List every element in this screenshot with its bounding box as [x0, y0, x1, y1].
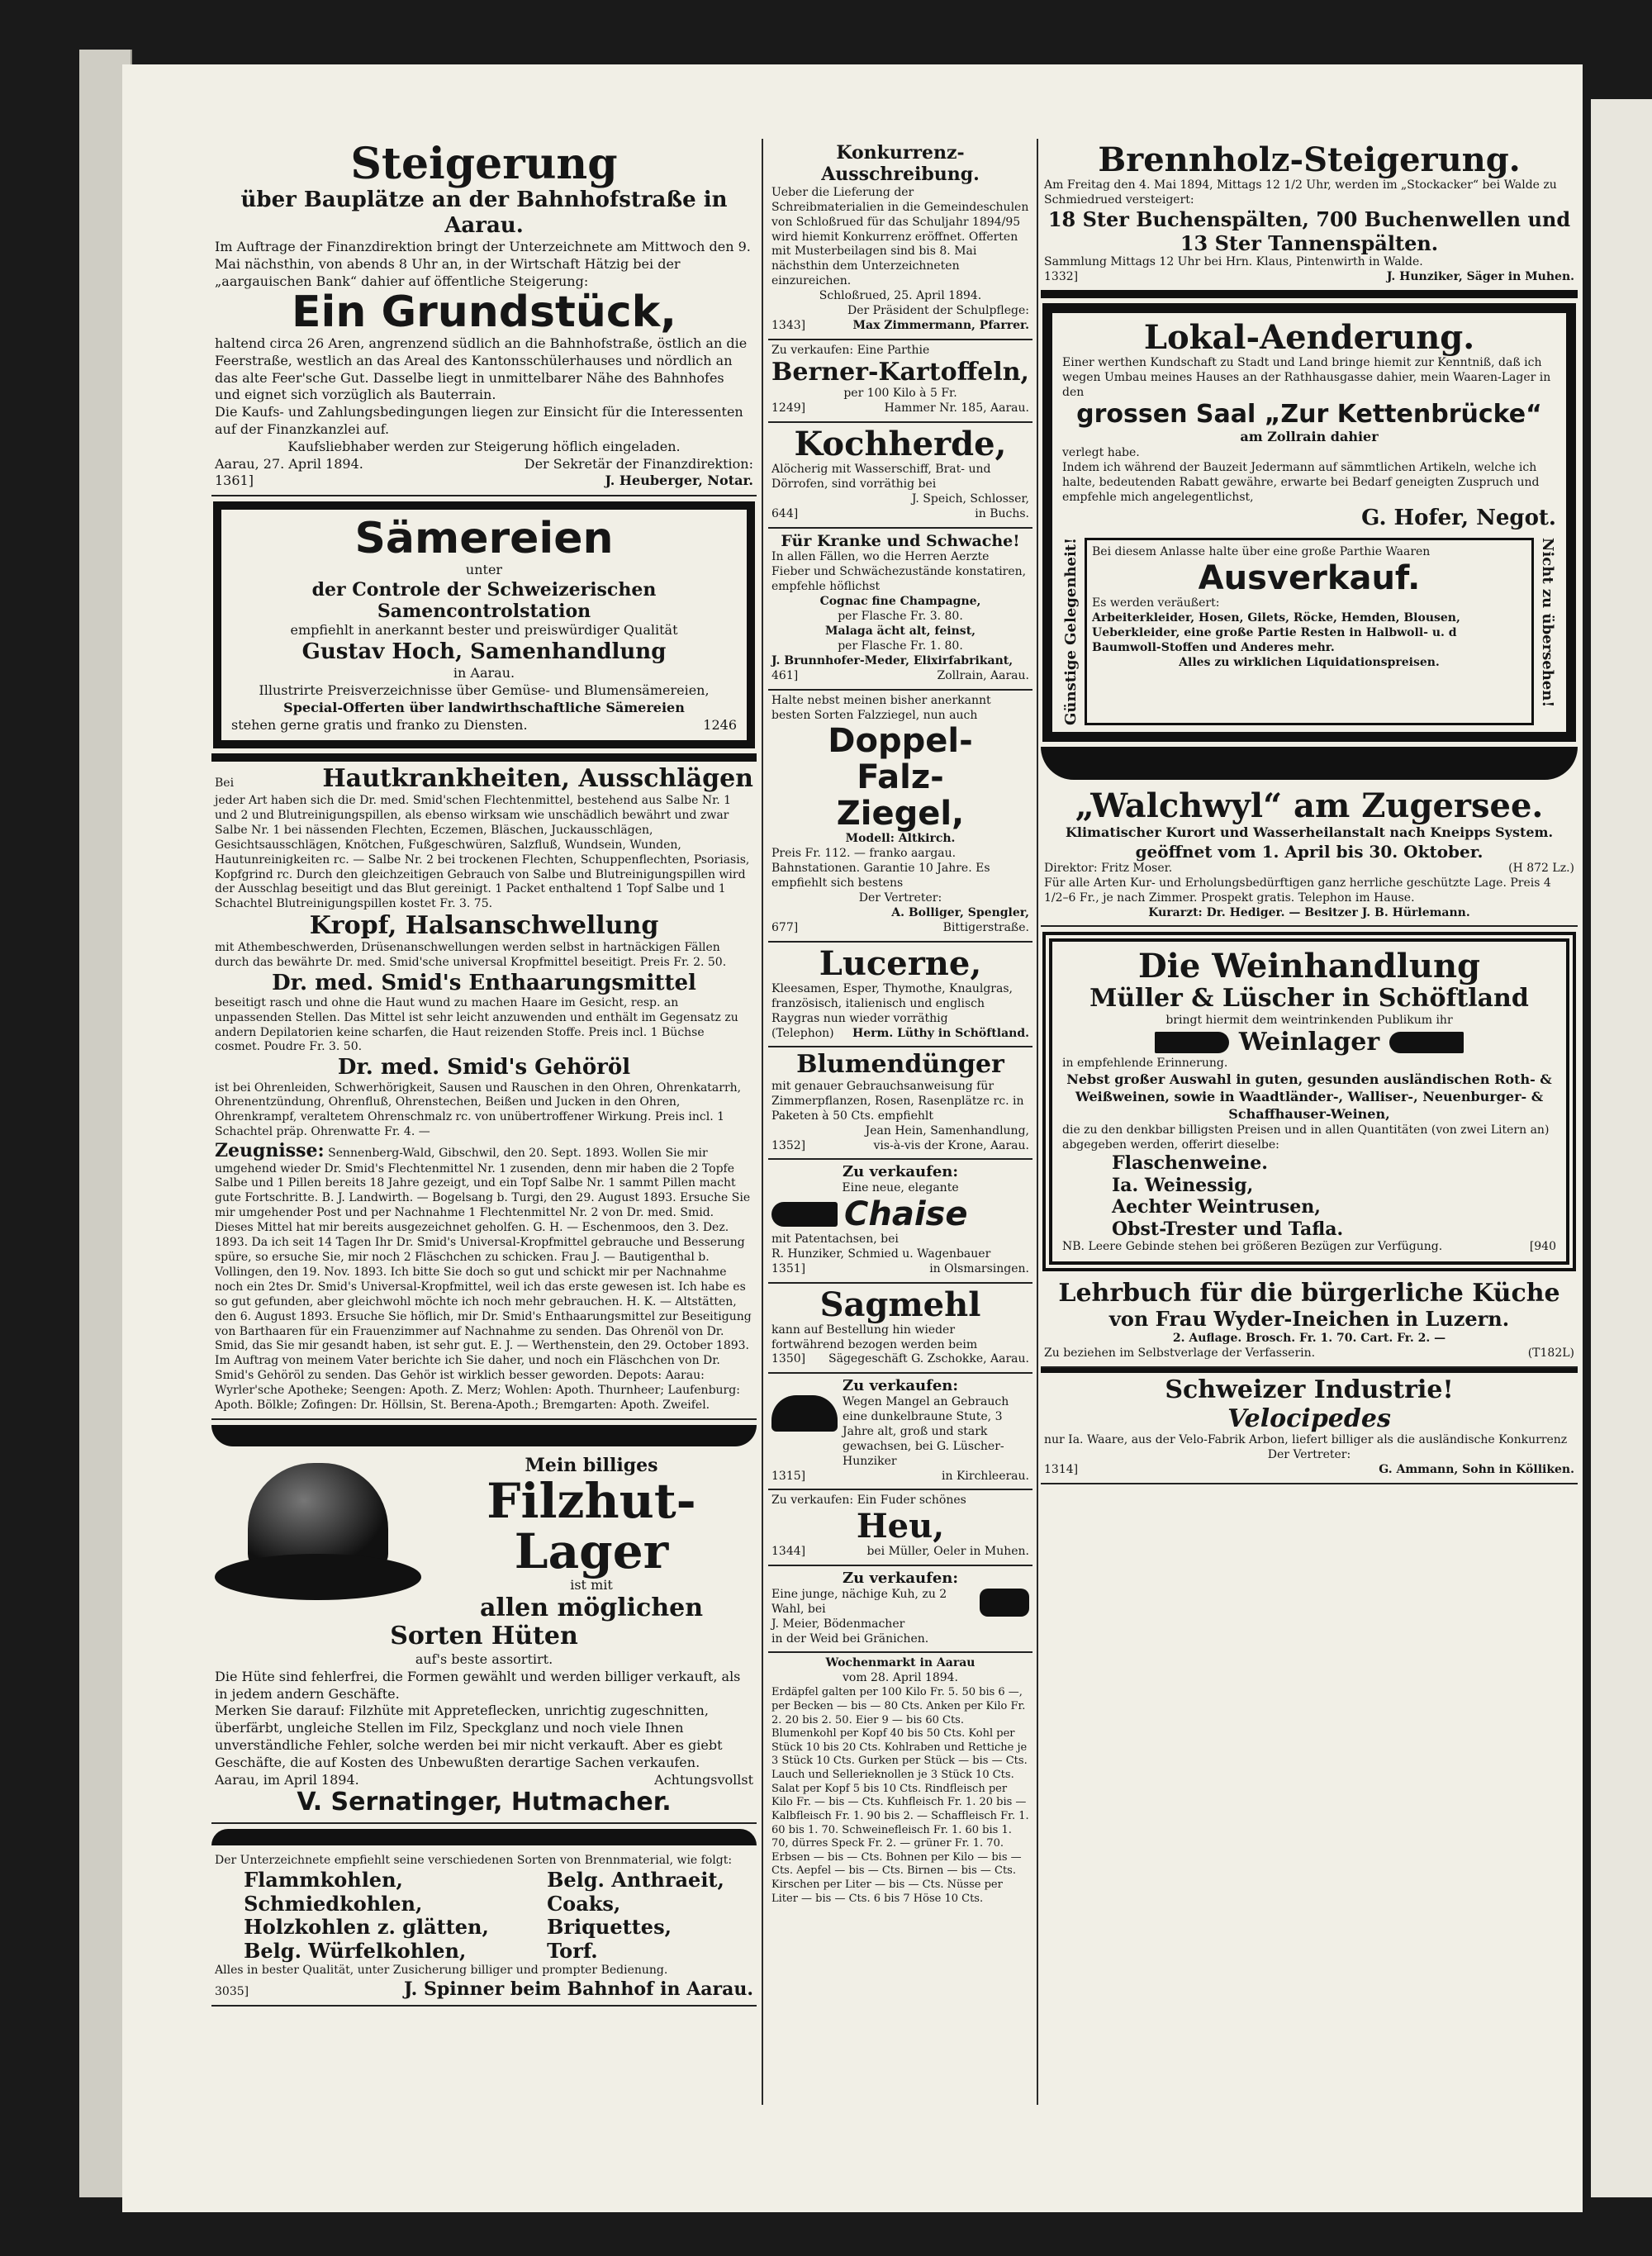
ad-code: (T182L): [1527, 1346, 1574, 1361]
ad-text: Alöcherig mit Wasserschiff, Brat- und Dörrofen, sind vorräthig bei: [771, 463, 991, 491]
ad-hautkrankheiten: [211, 753, 757, 1419]
ad-signer: G. Hofer, Negot.: [1361, 505, 1556, 530]
ad-text: Eine junge, nächige Kuh, zu 2 Wahl, bei: [771, 1587, 947, 1616]
ad-signer: J. Meier, Bödenmacher: [771, 1617, 905, 1631]
ad-text: Alles zu wirklichen Liquidationspreisen.: [1179, 655, 1440, 669]
ad-text: Wegen Mangel an Gebrauch eine dunkelbraune Stute, 3 Jahre alt, groß und stark gewachsen, bei G. Lüscher-Hunziker: [843, 1394, 1009, 1468]
ad-signer: Kurarzt: Dr. Hediger. — Besitzer J. B. Hürlemann.: [1148, 905, 1470, 919]
ad-number: 1351]: [771, 1261, 806, 1275]
ornament-band: [211, 1425, 757, 1446]
ad-title: Schweizer Industrie!: [1165, 1375, 1454, 1405]
ad-number: 1343]: [771, 318, 806, 332]
list-item: Schmiedkohlen,: [244, 1891, 423, 1916]
column-left: [211, 139, 757, 2105]
ad-text: unter: [465, 561, 503, 577]
next-page-edge: [1591, 99, 1652, 2197]
ad-title: Weinlager: [1238, 1027, 1380, 1057]
ad-signer-role: Der Vertreter:: [858, 891, 942, 905]
ad-title: Falz-: [857, 758, 944, 797]
ad-date: vom 28. April 1894.: [842, 1671, 959, 1685]
ad-title: Heu,: [856, 1507, 945, 1546]
ad-code: (H 872 Lz.): [1508, 861, 1574, 875]
ad-text: mit Patentachsen, bei: [771, 1232, 899, 1246]
list-item: Belg. Anthraeit,: [547, 1867, 724, 1892]
ad-side-text: Nicht zu übersehen!: [1539, 538, 1556, 708]
ad-side-text: Günstige Gelegenheit!: [1062, 538, 1080, 726]
ad-place: vis-à-vis der Krone, Aarau.: [873, 1138, 1029, 1152]
ad-text: per 100 Kilo à 5 Fr.: [843, 387, 957, 401]
ad-signer: J. Speich, Schlosser,: [911, 492, 1029, 506]
ad-signer: J. Hunziker, Säger in Muhen.: [1386, 270, 1574, 284]
ad-text: ist mit: [570, 1577, 613, 1593]
ad-signer-role: Der Präsident der Schulpflege:: [847, 304, 1029, 318]
ornament-band: [211, 1829, 757, 1845]
ad-falzziegel: [768, 691, 1032, 943]
ad-title: „Walchwyl“ am Zugersee.: [1075, 786, 1544, 826]
ad-number: 1315]: [771, 1469, 806, 1483]
ad-text: NB. Leere Gebinde stehen bei größeren Bezügen zur Verfügung.: [1062, 1240, 1443, 1254]
ad-title: Dr. med. Smid's Gehöröl: [337, 1055, 631, 1081]
ad-konkurrenz: [768, 139, 1032, 340]
ad-velocipedes: [1041, 1368, 1578, 1484]
ad-text: verlegt habe.: [1062, 446, 1140, 460]
ad-signer: V. Sernatinger, Hutmacher.: [297, 1788, 672, 1817]
ad-place: in Olsmarsingen.: [929, 1261, 1029, 1275]
ad-text: mit Athembeschwerden, Drüsenanschwellungen werden selbst in hartnäckigen Fällen durch das bewährte Dr. med. Smid'sche universal Kropfmittel beseitigt. Preis Fr. 2. 50.: [215, 940, 727, 969]
ad-steigerung: [211, 139, 757, 496]
ad-place: in Buchs.: [975, 506, 1029, 520]
ad-title: Lehrbuch für die bürgerliche Küche: [1058, 1278, 1560, 1308]
ad-signer: Jean Hein, Samenhandlung,: [865, 1123, 1029, 1137]
ad-title: Lokal-Aenderung.: [1143, 318, 1475, 358]
cow-icon: [980, 1589, 1029, 1617]
ad-signer: J. Brunnhofer-Meder, Elixirfabrikant,: [771, 653, 1014, 667]
ad-number: 1314]: [1044, 1462, 1079, 1476]
ad-place: Zollrain, Aarau.: [937, 668, 1029, 682]
ad-number: 1246: [703, 716, 737, 733]
ad-text: In allen Fällen, wo die Herren Aerzte Fieber und Schwächezustände konstatiren, empfehle höflichst: [771, 550, 1027, 594]
ad-number: 1350]: [771, 1352, 806, 1366]
ad-signer: Hammer Nr. 185, Aarau.: [884, 401, 1029, 416]
ad-signer: bei Müller, Oeler in Muhen.: [866, 1545, 1029, 1559]
ad-number: 1249]: [771, 401, 806, 416]
ornament-band: [1041, 747, 1578, 780]
ad-weinhandlung: [1042, 932, 1576, 1270]
ad-text: Zu verkaufen:: [842, 1570, 959, 1588]
ad-text: Zu verkaufen:: [842, 1163, 959, 1181]
ad-text: Bei diesem Anlasse halte über eine große Parthie Waaren: [1092, 545, 1431, 559]
ad-signer-role: Der Sekretär der Finanzdirektion:: [524, 455, 753, 472]
ad-text: ist bei Ohrenleiden, Schwerhörigkeit, Sausen und Rauschen in den Ohren, Ohrenkatarrh, Ohrenentzündung, Ohrenfluß, Ohrenstechen, Beißen und Jucken in den Ohren, Ohrenkrampf, veraltetem Ohrenschmalz rc. von unübertroffener Wirkung. Preis incl. 1 Schachtel präp. Ohrenwatte Fr. 4. —: [215, 1081, 742, 1139]
ad-title: Chaise: [844, 1194, 968, 1233]
ad-title: Berner-Kartoffeln,: [771, 357, 1029, 387]
ad-text: mit genauer Gebrauchsanweisung für Zimmerpflanzen, Rosen, Rasenplätze rc. in Paketen à 50 Cts. empfiehlt: [771, 1079, 1024, 1123]
ad-title: Brennholz-Steigerung.: [1098, 140, 1521, 179]
ad-lucerne: [768, 943, 1032, 1048]
ad-text: Zu verkaufen: Ein Fuder schönes: [771, 1494, 966, 1508]
ad-text: kann auf Bestellung hin wieder fortwährend bezogen werden beim: [771, 1323, 978, 1351]
ad-price: per Flasche Fr. 1. 80.: [838, 639, 963, 653]
list-item: Flammkohlen,: [244, 1867, 403, 1892]
ad-text: beseitigt rasch und ohne die Haut wund zu machen Haare im Gesicht, resp. an unpassenden Stellen. Das Mittel ist sehr leicht anzuwenden und enthält im Gegensatz zu andern Depilatorien keine scharfen, die Haut reizenden Stoffe. Preis incl. 1 Büchse cosmet. Poudre Fr. 3. 50.: [215, 995, 738, 1054]
ad-heu: [768, 1490, 1032, 1566]
ad-number: 1344]: [771, 1545, 806, 1559]
ad-title: Ausverkauf.: [1198, 558, 1421, 597]
ad-title: Hautkrankheiten, Ausschlägen: [322, 764, 753, 794]
ad-text: Die Kaufs- und Zahlungsbedingungen liegen zur Einsicht für die Interessenten auf der Finanzkanzlei auf.: [215, 404, 743, 437]
ad-place: in Kirchleerau.: [942, 1469, 1029, 1483]
ad-text: Die Hüte sind fehlerfrei, die Formen gewählt und werden billiger verkauft, als in jedem andern Geschäfte.: [215, 1668, 741, 1702]
ad-berner: [768, 340, 1032, 423]
ad-title: Die Weinhandlung: [1137, 947, 1481, 986]
ad-price: per Flasche Fr. 3. 80.: [838, 610, 963, 624]
ad-text: Zu verkaufen: Eine Parthie: [771, 343, 930, 357]
ad-text: Zu beziehen im Selbstverlage der Verfasserin.: [1044, 1346, 1316, 1361]
horse-icon: [771, 1395, 838, 1432]
ad-title: Konkurrenz-Ausschreibung.: [821, 142, 980, 186]
ad-chaise: [768, 1160, 1032, 1283]
ad-title: Sagmehl: [819, 1285, 981, 1324]
ad-title: Wochenmarkt in Aarau: [825, 1656, 976, 1670]
ad-headline: Ein Grundstück,: [291, 287, 677, 338]
ad-title: Blumendünger: [796, 1050, 1004, 1080]
ad-number: 677]: [771, 920, 799, 934]
ad-text: Nebst großer Auswahl in guten, gesunden ausländischen Roth- & Weißweinen, sowie in Waadtländer-, Walliser-, Neuenburger- & Schaffhauser-Weinen,: [1066, 1071, 1552, 1122]
ad-place: Bittigerstraße.: [942, 920, 1029, 934]
ad-brennmaterial: [211, 1850, 757, 2007]
list-item: Holzkohlen z. glätten,: [244, 1915, 489, 1940]
ad-text: Merken Sie darauf: Filzhüte mit Appreteflecken, unrichtig zugeschnitten, überfärbt, ungleiche Stellen im Filz, Speckglanz und noch viele Ihnen unverständliche Fehler, solche werden bei mir nicht verkauft. Aber es giebt Geschäfte, die auf Kosten des Unbewußten derartige Sachen verkaufen.: [215, 1703, 723, 1770]
list-item: Briquettes,: [547, 1915, 672, 1940]
ad-name: Velocipedes: [1227, 1403, 1391, 1433]
list-item: Belg. Würfelkohlen,: [244, 1939, 467, 1964]
ad-text: geöffnet vom 1. April bis 30. Oktober.: [1135, 841, 1483, 862]
ad-text: Am Freitag den 4. Mai 1894, Mittags 12 1/2 Uhr, werden im „Stockacker“ bei Walde zu Schmiedrued versteigert:: [1044, 178, 1557, 207]
ad-number: 644]: [771, 506, 799, 520]
ad-text: grossen Saal „Zur Kettenbrücke“: [1076, 399, 1542, 429]
ad-item: Malaga ächt alt, feinst,: [824, 625, 976, 639]
ad-text: stehen gerne gratis und franko zu Diensten.: [231, 716, 528, 733]
ad-title: Dr. med. Smid's Enthaarungsmittel: [272, 970, 696, 995]
ad-number: [940: [1529, 1240, 1556, 1254]
ad-signer: G. Ammann, Sohn in Kölliken.: [1379, 1462, 1574, 1476]
ad-title: Kochherde,: [794, 425, 1007, 464]
ad-walchwyl: [1041, 785, 1578, 927]
list-item: Coaks,: [547, 1891, 621, 1916]
ad-text: Illustrirte Preisverzeichnisse über Gemüse- und Blumensämereien,: [259, 682, 710, 699]
ad-text: Kaufsliebhaber werden zur Steigerung höflich eingeladen.: [287, 438, 681, 454]
ad-number: 1361]: [215, 473, 254, 489]
ad-kuh: [768, 1566, 1032, 1653]
ad-number: 1332]: [1044, 270, 1079, 284]
ad-items: 18 Ster Buchenspälten, 700 Buchenwellen und 13 Ster Tannenspälten.: [1047, 207, 1571, 255]
ad-sagmehl: [768, 1284, 1032, 1375]
ad-text: Preis Fr. 112. — franko aargau. Bahnstationen. Garantie 10 Jahre. Es empfiehlt sich bestens: [771, 847, 990, 891]
ad-signer: J. Heuberger, Notar.: [605, 473, 753, 489]
ad-text: Achtungsvollst: [654, 1771, 753, 1788]
ad-item: Cognac fine Champagne,: [819, 595, 981, 609]
ad-lokal: [1042, 303, 1576, 742]
ad-title: Doppel-: [828, 722, 973, 761]
list-item: Torf.: [547, 1939, 598, 1964]
ad-text: Modell: Altkirch.: [845, 832, 956, 846]
ad-number: 1352]: [771, 1138, 806, 1152]
ad-text: auf's beste assortirt.: [415, 1650, 553, 1667]
list-item: Flaschenweine.: [1112, 1152, 1268, 1175]
ad-date: Schloßrued, 25. April 1894.: [819, 289, 982, 303]
ad-text: Sennenberg-Wald, Gibschwil, den 20. Sept. 1893. Wollen Sie mir umgehend wieder Dr. Smid's Flechtenmittel Nr. 1 zusenden, denn mir haben die 2 Topfe Salbe und 1 Pillen bereits 18 Jahre gezeigt, und ein Topf Salbe Nr. 1 sammt Pillen macht gute Fortschritte. B. J. Landwirth. — Bogelsang b. Turgi, den 29. August 1893. Ersuche Sie mir umgehender Post und per Nachnahme 1 Flechtenmittel Nr. 2 von Dr. med. Smid. Dieses Mittel hat mir bereits ausgezeichnet geholfen. G. H. — Eschenmoos, den 3. Dez. 1893. Da ich seit 14 Tagen Ihr Dr. Smid's Universal-Kropfmittel gebrauche und Besserung spüre, so ersuche Sie, mir noch 2 Fläschchen zu schicken. Frau J. — Bautigenthal b. Vollingen, den 19. Nov. 1893. Ich bitte Sie doch so gut und schickt mir per Nachnahme noch ein 2tes Dr. Smid's Universal-Kropfmittel, weil ich das erste gewesen ist. Ich habe es so gut gefunden, aber gleichwohl möchte ich noch mehr gebrauchen. H. K. — Altstätten, den 6. August 1893. Ersuche Sie höflich, mir Dr. Smid's Enthaarungsmittel zur Beseitigung von Barthaaren für ein Frauenzimmer auf Nachnahme zu senden. Das Ohrenöl von Dr. Smid, das Sie mir gesandt haben, ist sehr gut. E. J. — Werthenstein, den 29. October 1893. Im Auftrag von meinem Vater berichte ich Sie daher, und noch ein Fläschchen von Dr. Smid's Gehöröl zu senden. Das Gehör ist wirklich besser geworden. Depots: Aarau: Wyrler'sche Apotheke; Seengen: Apoth. Z. Merz; Wohlen: Apoth. Thurnheer; Laufenburg: Apoth. Bölkle; Zofingen: Dr. Höllsin, St. Berena-Apoth.; Bremgarten: Apoth. Zweifel.: [215, 1147, 752, 1413]
pointing-hand-icon: [1155, 1032, 1229, 1053]
ad-text: 2. Auflage. Brosch. Fr. 1. 70. Cart. Fr. 2. —: [1172, 1332, 1446, 1346]
ad-text: Es werden veräußert:: [1092, 596, 1220, 610]
ad-date: Aarau, 27. April 1894.: [215, 455, 363, 472]
ad-text: (Telephon): [771, 1026, 834, 1040]
ad-signer: Herm. Lüthy in Schöftland.: [852, 1026, 1029, 1040]
ad-kochherde: [768, 423, 1032, 529]
ad-signer: J. Spinner beim Bahnhof in Aarau.: [403, 1978, 753, 2000]
ad-name: Müller & Lüscher in Schöftland: [1089, 984, 1529, 1014]
ad-kranke: [768, 529, 1032, 691]
ad-text: Alles in bester Qualität, unter Zusicherung billiger und prompter Bedienung.: [215, 1963, 668, 1977]
ad-text: bringt hiermit dem weintrinkenden Publikum ihr: [1165, 1013, 1453, 1027]
ad-title: Zeugnisse:: [215, 1140, 325, 1162]
list-item: Obst-Trester und Tafla.: [1112, 1218, 1344, 1240]
list-item: Aechter Weintrusen,: [1112, 1196, 1321, 1218]
ad-subtitle: Klimatischer Kurort und Wasserheilanstalt nach Kneipps System.: [1065, 824, 1554, 841]
ad-bei: Bei: [215, 777, 235, 791]
ad-text: Der Unterzeichnete empfiehlt seine verschiedenen Sorten von Brennmaterial, wie folgt:: [215, 1853, 733, 1867]
ad-title: Sämereien: [354, 514, 614, 564]
hat-icon: [215, 1463, 421, 1612]
ad-filzhut: [211, 1451, 757, 1824]
column-rule: [762, 139, 763, 2105]
ad-place: in Aarau.: [453, 665, 515, 682]
ad-date: Aarau, im April 1894.: [215, 1771, 359, 1788]
ad-number: 461]: [771, 668, 799, 682]
ad-signer-role: Der Vertreter:: [1267, 1447, 1351, 1461]
ad-text: die zu den denkbar billigsten Preisen und in allen Quantitäten (von zwei Litern an) abgegeben werden, offerirt dieselbe:: [1062, 1123, 1550, 1152]
ad-text: Für alle Arten Kur- und Erholungsbedürftigen ganz herrliche geschützte Lage. Preis 4 1/2–6 Fr., je nach Zimmer. Prospekt gratis. Telephon im Hause.: [1044, 876, 1551, 905]
ad-number: 3035]: [215, 1984, 249, 1998]
ad-lehrbuch: [1041, 1276, 1578, 1368]
ad-text: Ueber die Lieferung der Schreibmaterialien in die Gemeindeschulen von Schloßrued für das Schuljahr 1894/95 wird hiemit Konkurrenz eröffnet. Offerten mit Musterbeilagen sind bis 8. Mai nächsthin dem Unterzeichneten einzureichen.: [771, 185, 1029, 288]
ad-text: Mein billiges: [525, 1454, 658, 1476]
ad-title: Ziegel,: [836, 795, 965, 834]
ad-wochenmarkt: [768, 1653, 1032, 1911]
ad-text: empfiehlt in anerkannt bester und preiswürdiger Qualität: [290, 622, 678, 639]
ad-text: Erdäpfel galten per 100 Kilo Fr. 5. 50 bis 6 —, per Becken — bis — 80 Cts. Anken per Kilo Fr. 2. 20 bis 2. 50. Eier 9 — bis 60 Cts. Blumenkohl per Kopf 40 bis 50 Cts. Kohl per Stück 10 bis 20 Cts. Kohlraben und Rettiche je 3 Stück 10 Cts. Gurken per Stück — bis — Cts. Lauch und Sellerieknollen je 3 Stück 10 Cts. Salat per Kopf 5 bis 10 Cts. Rindfleisch per Kilo Fr. — bis — Cts. Kuhfleisch Fr. 1. 20 bis — Kalbfleisch Fr. 1. 90 bis 2. — Schaffleisch Fr. 1. 60 bis 1. 70. Schweinefleisch Fr. 1. 60 bis 1. 70, dürres Speck Fr. 2. — grüner Fr. 1. 70. Erbsen — bis — Cts. Bohnen per Kilo — bis — Cts. Aepfel — bis — Cts. Birnen — bis — Cts. Kirschen per Liter — bis — Cts. Nüsse per Liter — bis — Cts. 6 bis 7 Höse 10 Cts.: [771, 1686, 1029, 1905]
ad-signer: Sägegeschäft G. Zschokke, Aarau.: [828, 1352, 1029, 1366]
ad-name: Gustav Hoch, Samenhandlung: [301, 639, 667, 665]
ad-text: Indem ich während der Bauzeit Jedermann auf sämmtlichen Artikeln, welche ich halte, bedeutenden Rabatt gewähre, erwarte bei Bedarf geneigten Zuspruch und empfehle mich angelegentlichst,: [1062, 461, 1540, 504]
ad-saemereien: [213, 501, 755, 748]
ad-text: Direktor: Fritz Moser.: [1044, 861, 1173, 875]
ad-signer: R. Hunziker, Schmied u. Wagenbauer: [771, 1247, 991, 1261]
ad-text: nur Ia. Waare, aus der Velo-Fabrik Arbon, liefert billiger als die ausländische Konkurrenz: [1044, 1433, 1568, 1447]
carriage-icon: [771, 1202, 838, 1227]
ad-text: jeder Art haben sich die Dr. med. Smid'schen Flechtenmittel, bestehend aus Salbe Nr. 1 und 2 und Blutreinigungspillen, als ebenso wirksam wie unschädlich bewährt und zwar Salbe Nr. 1 bei nässenden Flechten, Eczemen, Bläschen, Juckausschlägen, Gesichtsausschlägen, Knötchen, Fußgeschwüren, Salzfluß, Wundsein, Wunden, Hautunreinigkeiten rc. — Salbe Nr. 2 bei trockenen Flechten, Schuppenflechten, Psoriasis, Kopfgrind rc. Durch den gleichzeitigen Gebrauch von Salbe und Blutreinigungspillen wird der Ausschlag beseitigt und das Blut gereinigt. 1 Packet enthaltend 1 Topf Salbe und 1 Schachtel Blutreinigungspillen kostet Fr. 3. 75.: [215, 793, 750, 911]
ad-title: Kropf, Halsanschwellung: [309, 911, 659, 941]
ad-title: Steigerung: [350, 139, 618, 189]
column-middle: [768, 139, 1032, 2105]
ad-text: Sammlung Mittags 12 Uhr bei Hrn. Klaus, Pintenwirth in Walde.: [1044, 255, 1423, 269]
ad-text: Einer werthen Kundschaft zu Stadt und Land bringe hiemit zur Kenntniß, daß ich wegen Umbau meines Hauses an der Rathhausgasse dahier, mein Waaren-Lager in den: [1062, 356, 1551, 400]
ad-place: am Zollrain dahier: [1240, 429, 1379, 445]
list-item: Ia. Weinessig,: [1112, 1174, 1254, 1196]
ad-title: Für Kranke und Schwache!: [781, 531, 1020, 550]
ad-text: Kleesamen, Esper, Thymothe, Knaulgras, französisch, italienisch und englisch Raygras nun wieder vorräthig: [771, 981, 1013, 1025]
ad-text: Arbeiterkleider, Hosen, Gilets, Röcke, Hemden, Blousen, Ueberkleider, eine große Partie Resten in Halbwoll- u. d Baumwoll-Stoffen und Anderes mehr.: [1092, 610, 1460, 654]
ad-blumen: [768, 1047, 1032, 1160]
ad-text: Im Auftrage der Finanzdirektion bringt der Unterzeichnete am Mittwoch den 9. Mai nächsthin, von abends 8 Uhr an, in der Wirtschaft Hätzig bei der „aargauischen Bank“ dahier auf öffentliche Steigerung:: [215, 238, 751, 289]
ad-text: Special-Offerten über landwirthschaftliche Sämereien: [283, 699, 685, 715]
ad-text: Zu verkaufen:: [842, 1377, 959, 1395]
ad-text: der Controle der Schweizerischen Samencontrolstation: [311, 578, 657, 622]
column-right: [1041, 139, 1578, 2105]
ad-text: allen möglichen Sorten Hüten: [390, 1593, 704, 1651]
ad-text: Eine neue, elegante: [842, 1181, 959, 1195]
ad-subtitle: über Bauplätze an der Bahnhofstraße in Aarau.: [240, 187, 728, 238]
ad-text: Halte nebst meinen bisher anerkannt besten Sorten Falzziegel, nun auch: [771, 693, 991, 722]
ad-title: Filzhut-Lager: [487, 1473, 696, 1580]
ad-brennholz: [1041, 139, 1578, 298]
ad-title: Lucerne,: [819, 943, 982, 983]
ad-place: in der Weid bei Gränichen.: [771, 1631, 929, 1646]
column-rule: [1037, 139, 1038, 2105]
ad-text: haltend circa 26 Aren, angrenzend südlich an die Bahnhofstraße, östlich an die Feerstraße, westlich an das Areal des Kantonsschülerhauses und nördlich an das alte Feer'sche Gut. Dasselbe liegt in unmittelbarer Nähe des Bahnhofes und eignet sich vorzüglich als Bauterrain.: [215, 335, 748, 403]
ad-signer: Max Zimmermann, Pfarrer.: [852, 318, 1029, 332]
ad-author: von Frau Wyder-Ineichen in Luzern.: [1108, 1307, 1510, 1332]
pointing-hand-icon: [1389, 1032, 1464, 1053]
ad-signer: A. Bolliger, Spengler,: [891, 905, 1029, 919]
ad-stute: [768, 1374, 1032, 1490]
ad-text: in empfehlende Erinnerung.: [1062, 1057, 1228, 1071]
